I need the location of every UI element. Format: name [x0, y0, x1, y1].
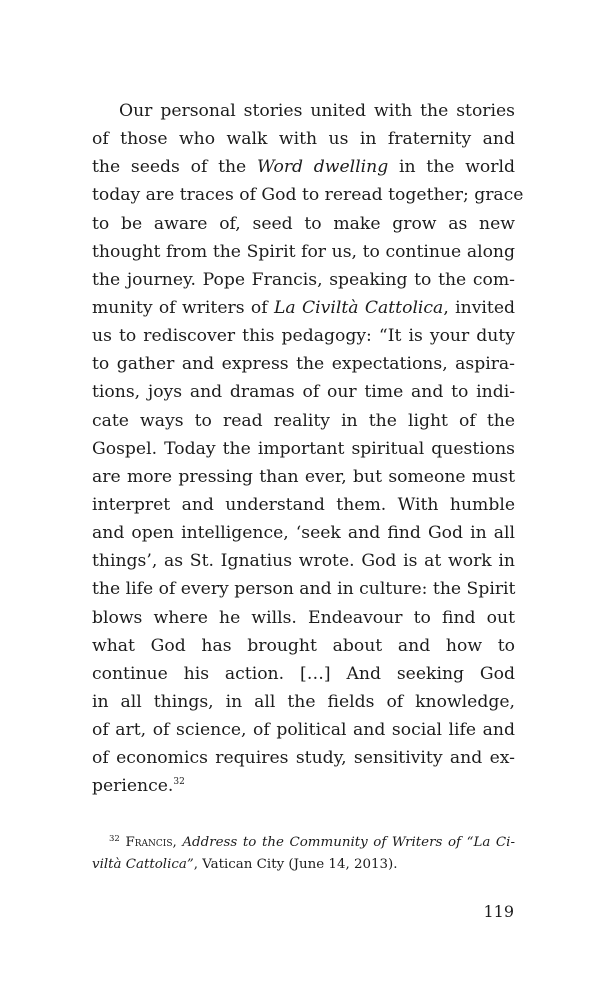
- body-line: thought from the Spirit for us, to continue along: [92, 241, 515, 262]
- footnote-title-part-1: Address to the Community of Writers of “La Ci-: [182, 835, 515, 850]
- footnote-author: Francis: [125, 835, 173, 850]
- body-line: the life of every person and in culture: the Spirit: [92, 579, 516, 600]
- italic-title: La Civiltà Cattolica: [273, 297, 444, 318]
- footnote-reference: 32: [173, 777, 185, 788]
- body-line: to be aware of, seed to make grow as new: [92, 213, 515, 234]
- body-line: continue his action. […] And seeking God: [92, 663, 515, 684]
- footnote-line-1: $^{32}$ Francis, Address to the Community of Writers of “La Ci-: [109, 834, 515, 850]
- body-line: us to rediscover this pedagogy: “It is your duty: [92, 326, 515, 347]
- footnote-line-2: [92, 854, 515, 876]
- body-line: the journey. Pope Francis, speaking to the com-: [92, 269, 515, 290]
- body-line: of art, of science, of political and social life and: [92, 720, 515, 741]
- footnote: [92, 832, 515, 876]
- body-line: perience.$^{32}$: [92, 776, 185, 797]
- body-line: cate ways to read reality in the light of the: [92, 410, 515, 431]
- footnote-number: 32: [109, 834, 120, 844]
- body-line: are more pressing than ever, but someone must: [92, 466, 515, 487]
- body-line: munity of writers of La Civiltà Cattolica, invited: [92, 297, 515, 318]
- body-paragraph: [92, 97, 524, 801]
- body-line: of those who walk with us in fraternity and: [92, 129, 515, 150]
- body-line: things’, as St. Ignatius wrote. God is at work in: [92, 551, 515, 572]
- body-line: interpret and understand them. With humble: [92, 494, 515, 515]
- body-line: Our personal stories united with the stories: [119, 101, 515, 121]
- page-number: 119: [483, 902, 514, 921]
- body-line: to gather and express the expectations, aspira-: [92, 354, 515, 375]
- body-line: what God has brought about and how to: [92, 635, 515, 656]
- body-line: the seeds of the Word dwelling in the world: [92, 157, 515, 178]
- body-line: Gospel. Today the important spiritual questions: [92, 438, 515, 459]
- italic-title: Word dwelling: [256, 157, 389, 178]
- body-line: blows where he wills. Endeavour to find out: [92, 607, 515, 628]
- footnote-citation: , Vatican City (June 14, 2013).: [193, 857, 398, 872]
- body-line: in all things, in all the fields of knowledge,: [92, 691, 515, 712]
- body-line: tions, joys and dramas of our time and to indi-: [92, 382, 515, 403]
- footnote-title-part-2: viltà Cattolica”: [92, 857, 194, 872]
- body-line: of economics requires study, sensitivity and ex-: [92, 748, 515, 769]
- body-line: and open intelligence, ‘seek and find God in all: [92, 523, 515, 544]
- body-line: today are traces of God to reread together; grace: [92, 185, 524, 206]
